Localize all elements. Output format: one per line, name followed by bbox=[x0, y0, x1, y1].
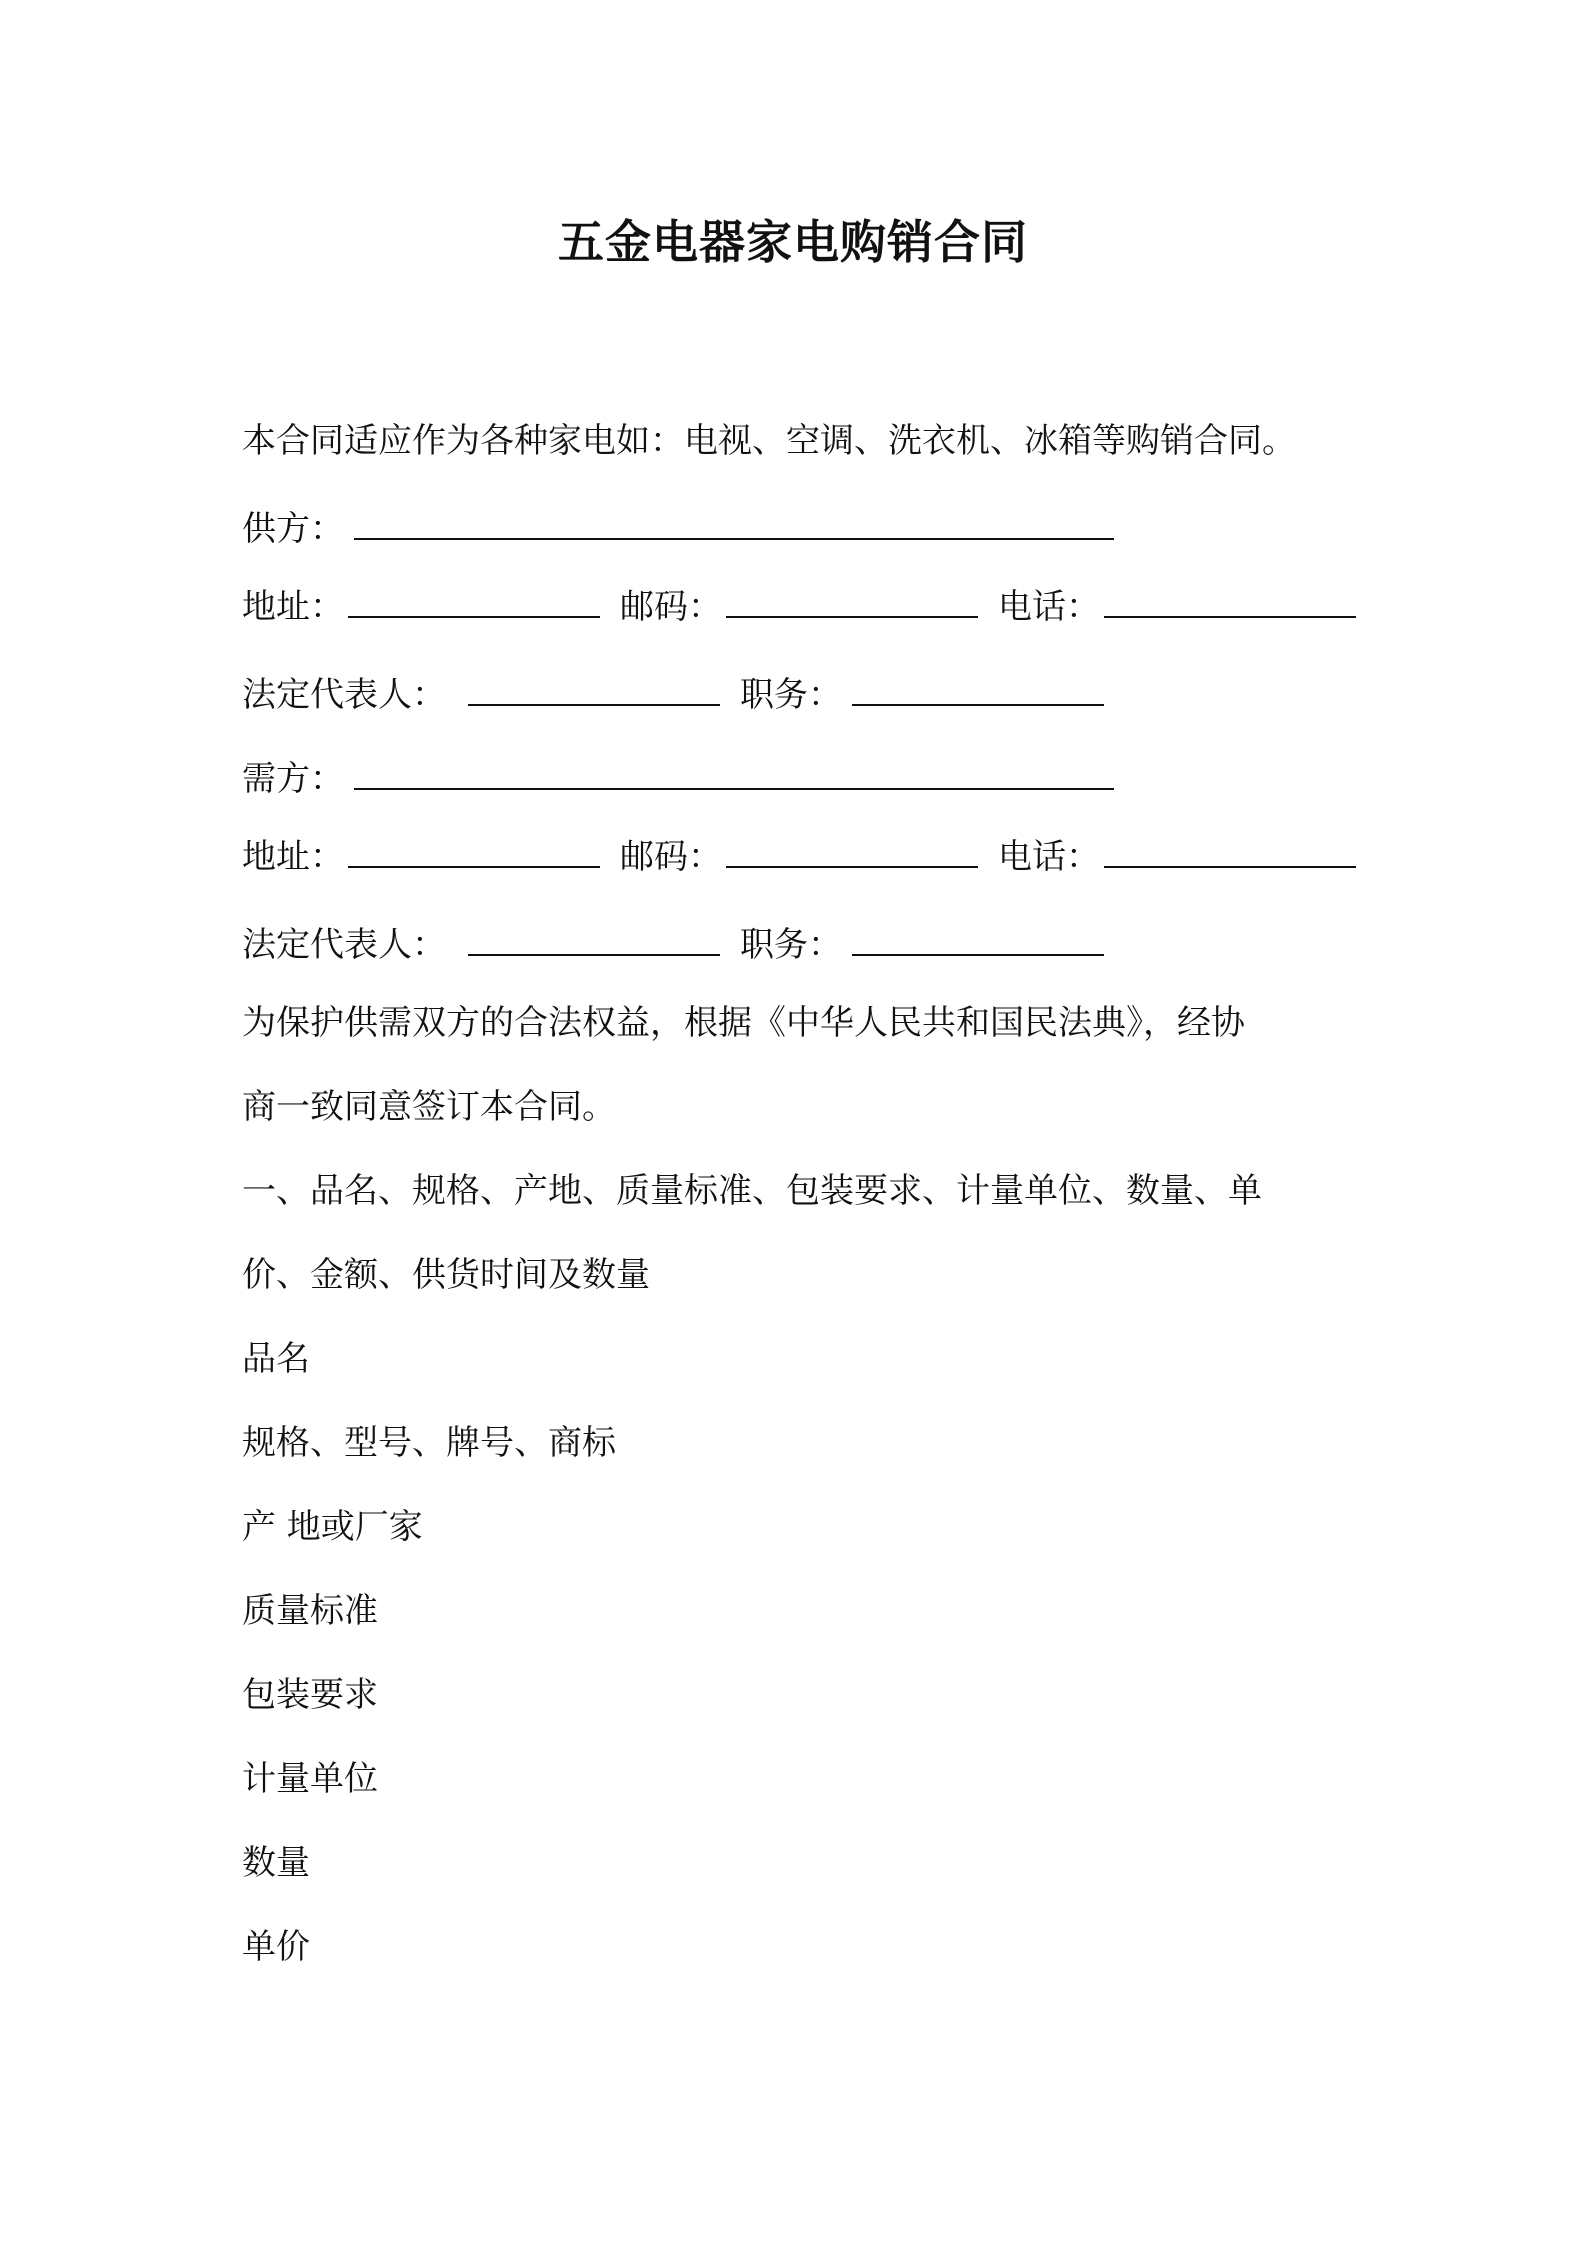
buyer-position-blank bbox=[852, 954, 1104, 956]
item-product-name: 品名 bbox=[242, 1339, 310, 1379]
section-1-heading-line-2: 价、金额、供货时间及数量 bbox=[242, 1255, 650, 1295]
section-1-heading-line-1: 一、品名、规格、产地、质量标准、包装要求、计量单位、数量、单 bbox=[242, 1171, 1262, 1211]
document-title: 五金电器家电购销合同 bbox=[558, 215, 1028, 269]
supplier-label: 供方： bbox=[242, 509, 344, 549]
item-packaging: 包装要求 bbox=[242, 1675, 378, 1715]
buyer-label: 需方： bbox=[242, 759, 344, 799]
supplier-phone-blank bbox=[1104, 616, 1356, 618]
supplier-postcode-label: 邮码： bbox=[620, 587, 722, 627]
supplier-phone-label: 电话： bbox=[998, 587, 1100, 627]
buyer-address-label: 地址： bbox=[242, 837, 344, 877]
buyer-phone-label: 电话： bbox=[998, 837, 1100, 877]
item-origin-manufacturer: 产 地或厂家 bbox=[242, 1507, 423, 1547]
buyer-legal-rep-blank bbox=[468, 954, 720, 956]
supplier-name-blank bbox=[354, 538, 1114, 540]
intro-text: 本合同适应作为各种家电如：电视、空调、洗衣机、冰箱等购销合同。 bbox=[242, 421, 1296, 461]
item-quantity: 数量 bbox=[242, 1843, 310, 1883]
preamble-line-1: 为保护供需双方的合法权益，根据《中华人民共和国民法典》，经协 bbox=[242, 1003, 1245, 1043]
supplier-postcode-blank bbox=[726, 616, 978, 618]
buyer-name-blank bbox=[354, 788, 1114, 790]
buyer-position-label: 职务： bbox=[740, 925, 842, 965]
buyer-phone-blank bbox=[1104, 866, 1356, 868]
supplier-position-blank bbox=[852, 704, 1104, 706]
buyer-postcode-label: 邮码： bbox=[620, 837, 722, 877]
supplier-legal-rep-label: 法定代表人： bbox=[242, 675, 446, 715]
preamble-line-2: 商一致同意签订本合同。 bbox=[242, 1087, 616, 1127]
buyer-address-blank bbox=[348, 866, 600, 868]
supplier-position-label: 职务： bbox=[740, 675, 842, 715]
supplier-address-label: 地址： bbox=[242, 587, 344, 627]
supplier-address-blank bbox=[348, 616, 600, 618]
supplier-legal-rep-blank bbox=[468, 704, 720, 706]
item-quality-standard: 质量标准 bbox=[242, 1591, 378, 1631]
buyer-postcode-blank bbox=[726, 866, 978, 868]
item-unit-of-measure: 计量单位 bbox=[242, 1759, 378, 1799]
item-spec-model-brand: 规格、型号、牌号、商标 bbox=[242, 1423, 616, 1463]
buyer-legal-rep-label: 法定代表人： bbox=[242, 925, 446, 965]
item-unit-price: 单价 bbox=[242, 1927, 310, 1967]
